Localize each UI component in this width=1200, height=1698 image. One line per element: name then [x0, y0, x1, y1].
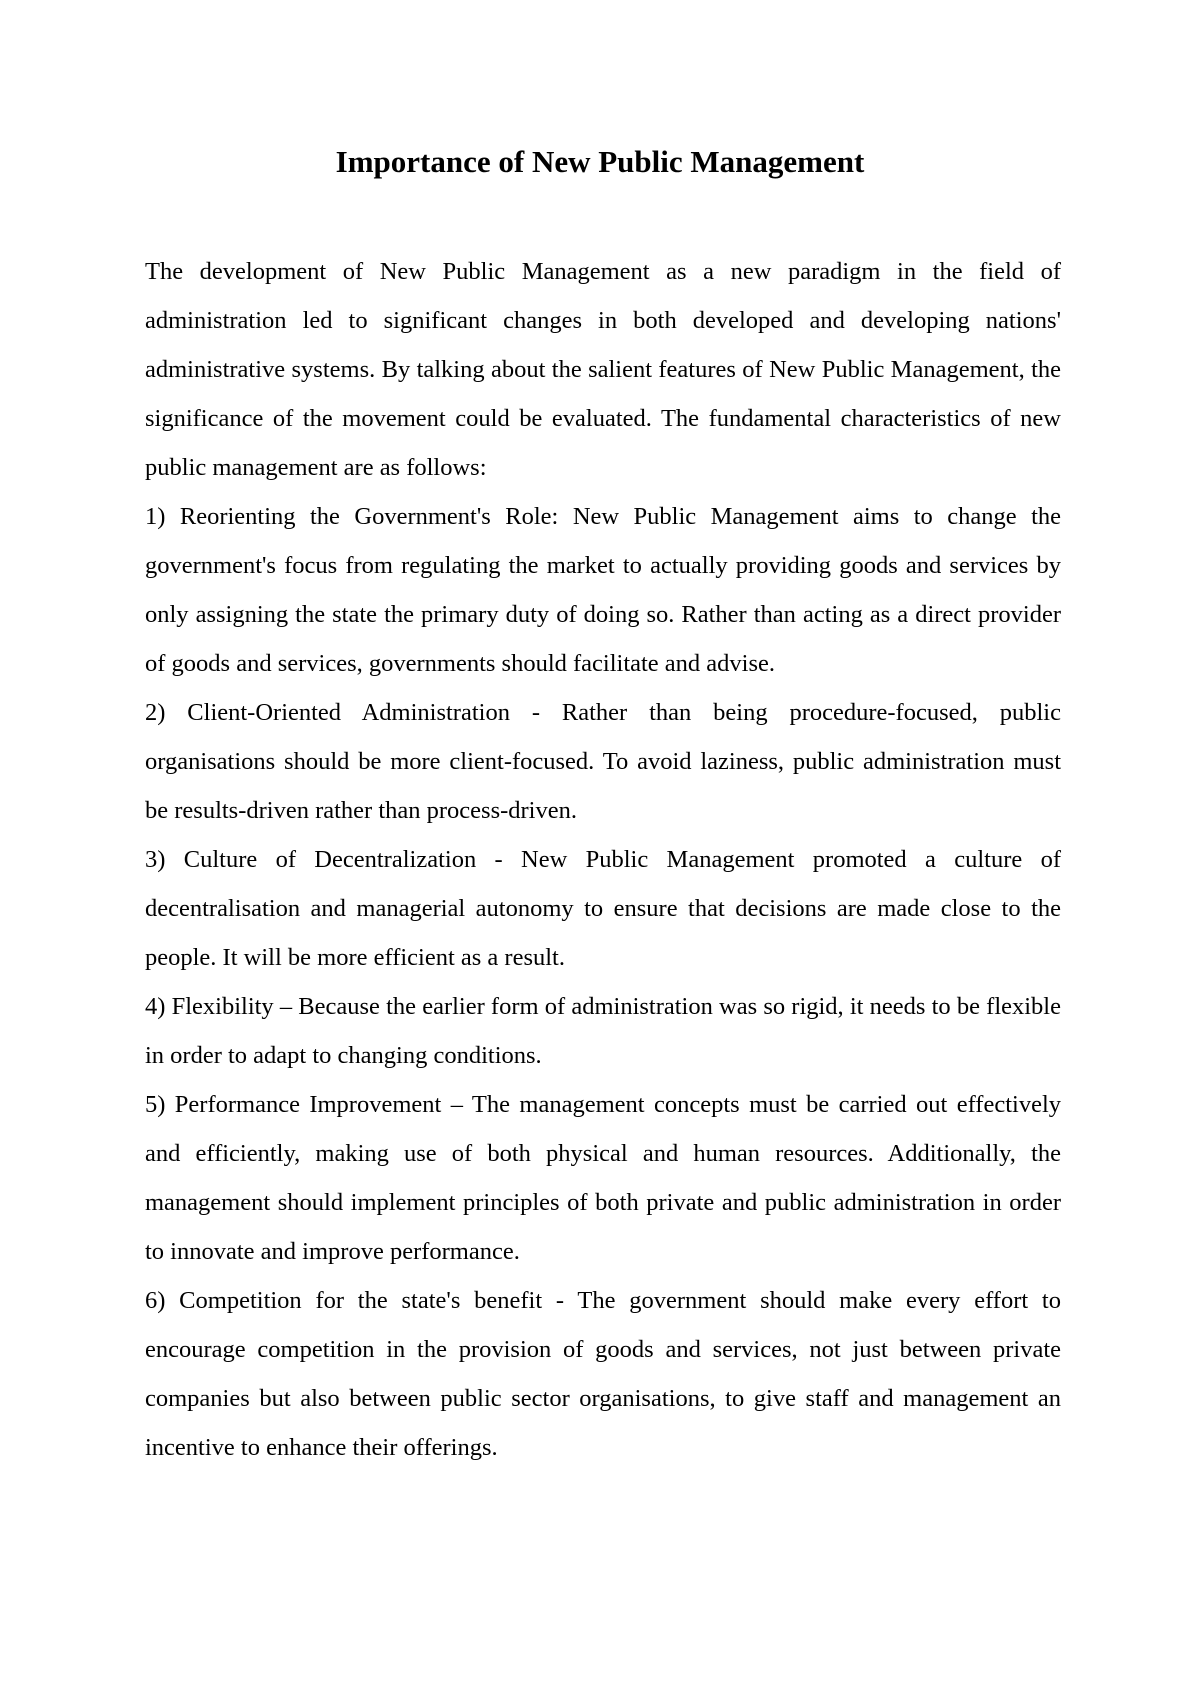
- document-body: [145, 247, 1061, 1472]
- point-3-paragraph: 3) Culture of Decentralization - New Public Management promoted a culture of decentralisation and managerial autonomy to ensure that decisions are made close to the people. It will be more efficient as a result.: [145, 846, 1061, 971]
- point-4-paragraph: 4) Flexibility – Because the earlier form of administration was so rigid, it needs to be flexible in order to adapt to changing conditions.: [145, 993, 1061, 1069]
- point-6-paragraph: 6) Competition for the state's benefit - The government should make every effort to encourage competition in the provision of goods and services, not just between private companies but also between public sector organisations, to give staff and management an incentive to enhance their offerings.: [145, 1287, 1061, 1461]
- point-1-paragraph: 1) Reorienting the Government's Role: New Public Management aims to change the government's focus from regulating the market to actually providing goods and services by only assigning the state the primary duty of doing so. Rather than acting as a direct provider of goods and services, governments should facilitate and advise.: [145, 503, 1061, 677]
- document-title: Importance of New Public Management: [335, 144, 865, 179]
- point-2-paragraph: 2) Client-Oriented Administration - Rather than being procedure-focused, public organisations should be more client-focused. To avoid laziness, public administration must be results-driven rather than process-driven.: [145, 699, 1061, 824]
- point-5-paragraph: 5) Performance Improvement – The management concepts must be carried out effectively and efficiently, making use of both physical and human resources. Additionally, the management should implement principles of both private and public administration in order to innovate and improve performance.: [145, 1091, 1061, 1265]
- intro-paragraph: The development of New Public Management as a new paradigm in the field of administration led to significant changes in both developed and developing nations' administrative systems. By talking about the salient features of New Public Management, the significance of the movement could be evaluated. The fundamental characteristics of new public management are as follows:: [145, 258, 1061, 481]
